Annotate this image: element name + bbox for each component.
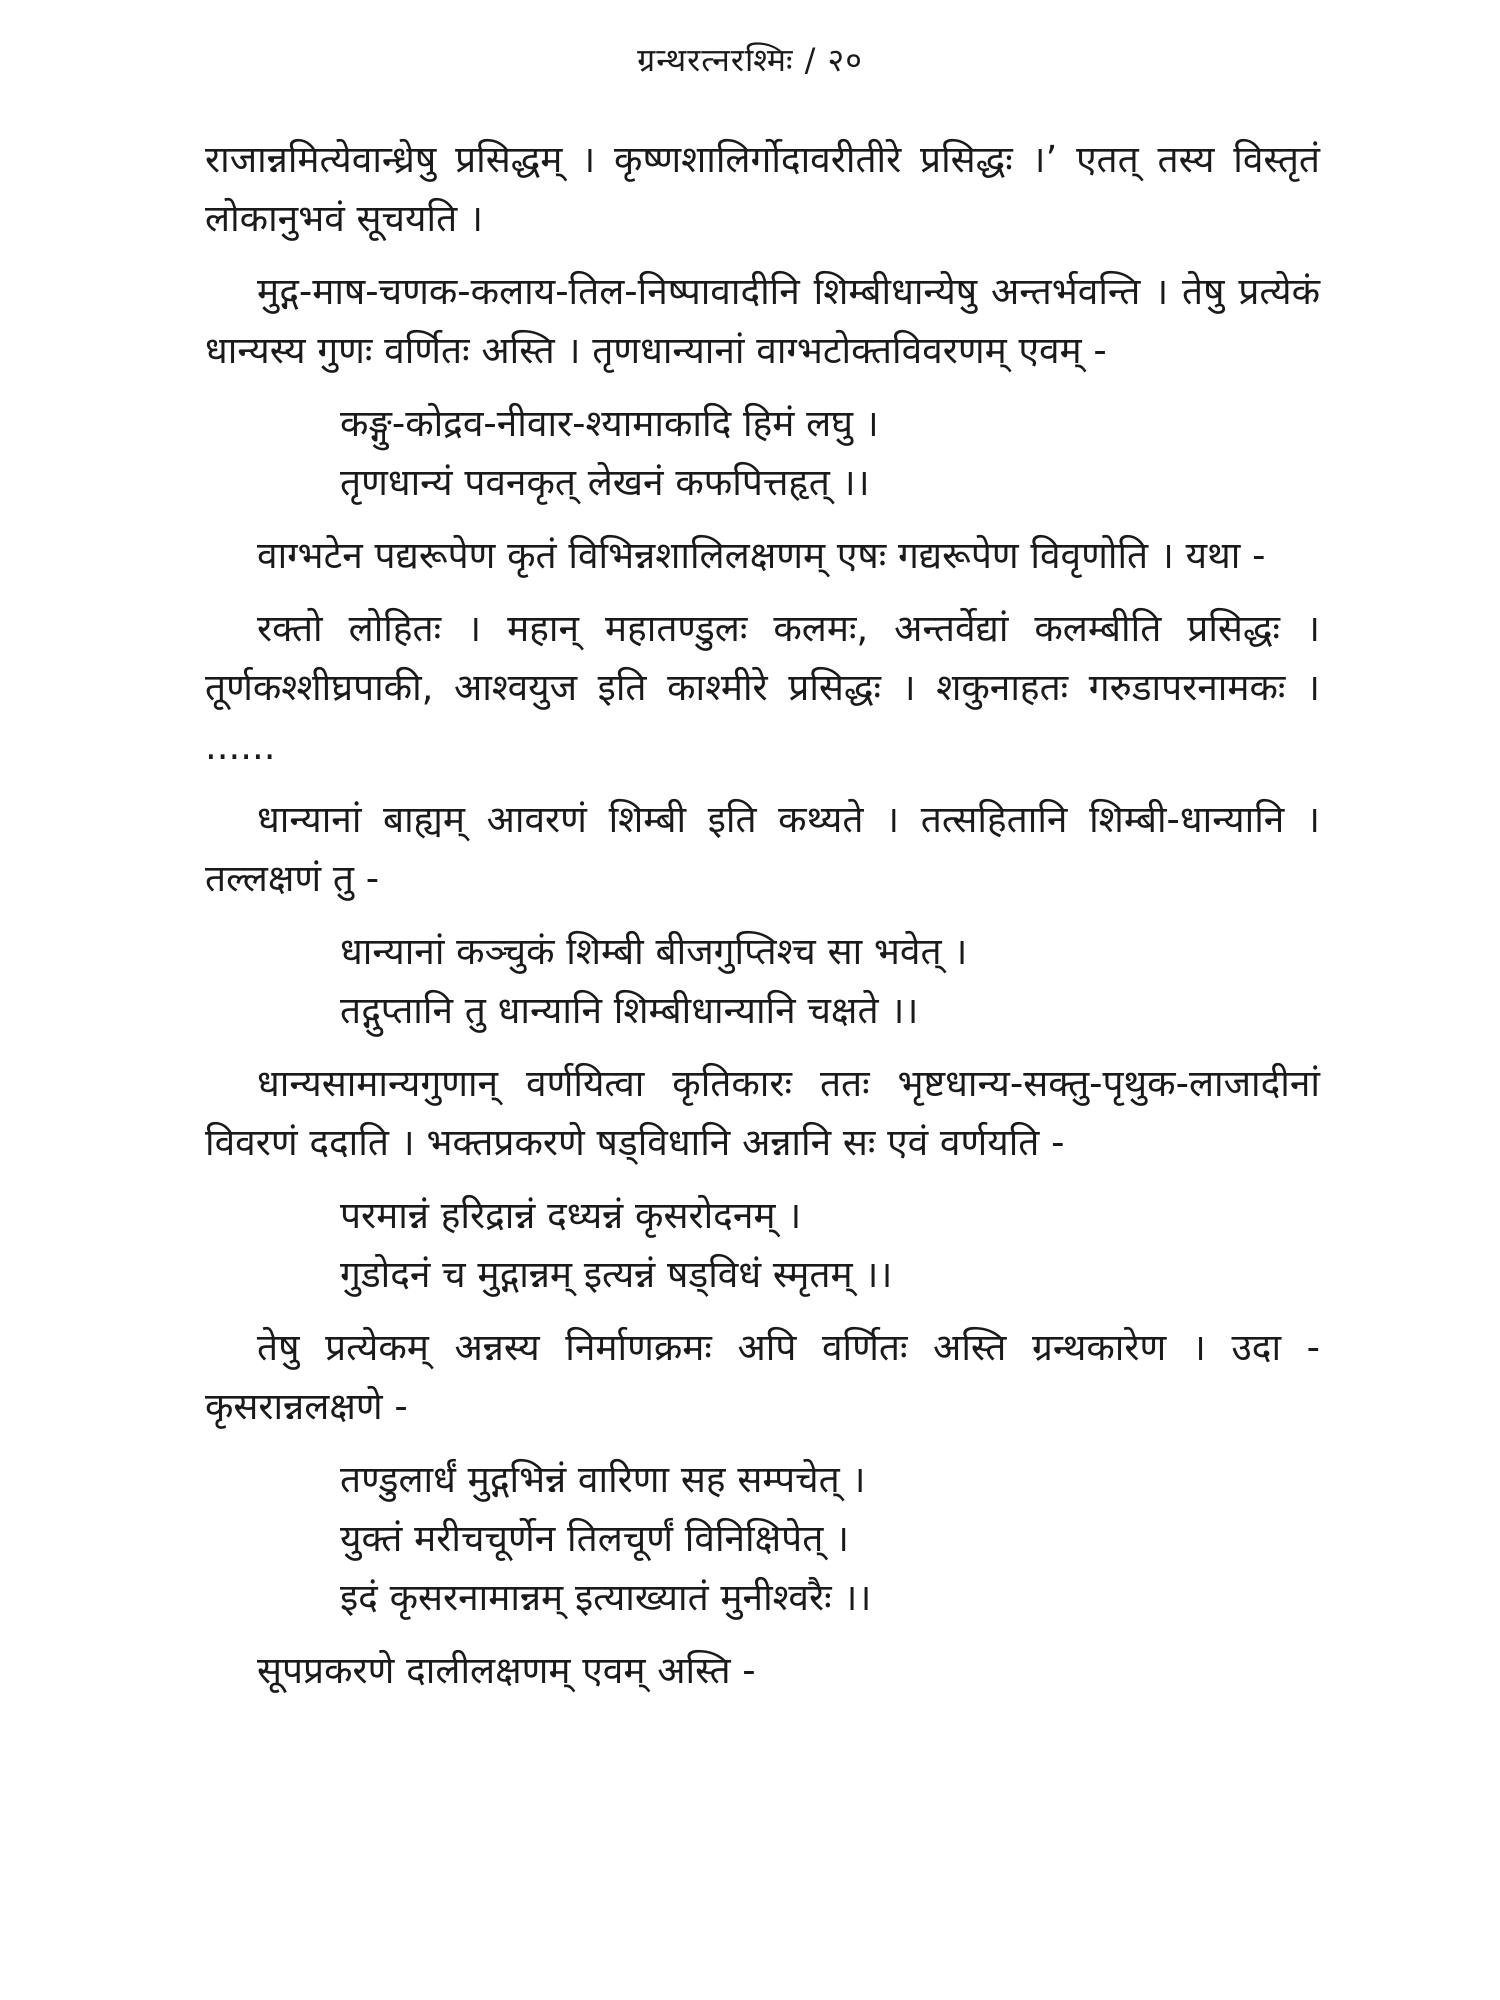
running-header: ग्रन्थरत्नरश्मिः / २० xyxy=(637,41,863,79)
verse-block-3 xyxy=(205,1186,1320,1304)
paragraph-5: धान्यानां बाह्यम् आवरणं शिम्बी इति कथ्यते । तत्सहितानि शिम्बी-धान्यानि । तल्लक्षणं तु - xyxy=(205,798,1320,900)
verse-line: कङ्गु-कोद्रव-नीवार-श्यामाकादि हिमं लघु । xyxy=(340,402,879,445)
paragraph-7: तेषु प्रत्येकम् अन्नस्य निर्माणक्रमः अपि वर्णितः अस्ति ग्रन्थकारेण । उदा - कृसरान्नलक्षणे - xyxy=(205,1326,1320,1428)
paragraph-1: राजान्नमित्येवान्ध्रेषु प्रसिद्धम् । कृष्णशालिर्गोदावरीतीरे प्रसिद्धः ।’ एतत् तस्य विस्तृतं लोकानुभवं सूचयति । xyxy=(205,138,1320,240)
paragraph-6: धान्यसामान्यगुणान् वर्णयित्वा कृतिकारः ततः भृष्टधान्य-सक्तु-पृथुक-लाजादीनां विवरणं ददाति । भक्तप्रकरणे षड्विधानि अन्नानि सः एवं वर्णयति - xyxy=(205,1062,1320,1164)
paragraph-4: रक्तो लोहितः । महान् महातण्डुलः कलमः, अन्तर्वेद्यां कलम्बीति प्रसिद्धः । तूर्णकश्शीघ्रपाकी, आश्वयुज इति काश्मीरे प्रसिद्धः । शकुनाहतः गरुडापरनामकः । ...... xyxy=(205,607,1320,768)
verse-line: इदं कृसरनामान्नम् इत्याख्यातं मुनीश्वरैः ।। xyxy=(340,1576,872,1619)
verse-line: युक्तं मरीचचूर्णेन तिलचूर्णं विनिक्षिपेत् । xyxy=(340,1517,850,1560)
page-body xyxy=(205,130,1320,1714)
verse-line: धान्यानां कञ्चुकं शिम्बी बीजगुप्तिश्च सा भवेत् । xyxy=(340,930,968,973)
verse-block-4 xyxy=(205,1450,1320,1627)
verse-block-2 xyxy=(205,922,1320,1040)
verse-line: तद्गुप्तानि तु धान्यानि शिम्बीधान्यानि चक्षते ।। xyxy=(340,989,919,1032)
verse-line: गुडोदनं च मुद्गान्नम् इत्यन्नं षड्विधं स्मृतम् ।। xyxy=(340,1253,893,1296)
verse-line: तृणधान्यं पवनकृत् लेखनं कफपित्तहृत् ।। xyxy=(340,461,870,504)
paragraph-8: सूपप्रकरणे दालीलक्षणम् एवम् अस्ति - xyxy=(257,1649,756,1692)
verse-line: तण्डुलार्धं मुद्गभिन्नं वारिणा सह सम्पचेत् । xyxy=(340,1458,866,1501)
paragraph-2: मुद्ग-माष-चणक-कलाय-तिल-निष्पावादीनि शिम्बीधान्येषु अन्तर्भवन्ति । तेषु प्रत्येकं धान्यस्य गुणः वर्णितः अस्ति । तृणधान्यानां वाग्भटोक्तविवरणम् एवम् - xyxy=(205,270,1320,372)
paragraph-3: वाग्भटेन पद्यरूपेण कृतं विभिन्नशालिलक्षणम् एषः गद्यरूपेण विवृणोति । यथा - xyxy=(257,534,1266,577)
verse-block-1 xyxy=(205,394,1320,512)
verse-line: परमान्नं हरिद्रान्नं दध्यन्नं कृसरोदनम् । xyxy=(340,1194,802,1237)
